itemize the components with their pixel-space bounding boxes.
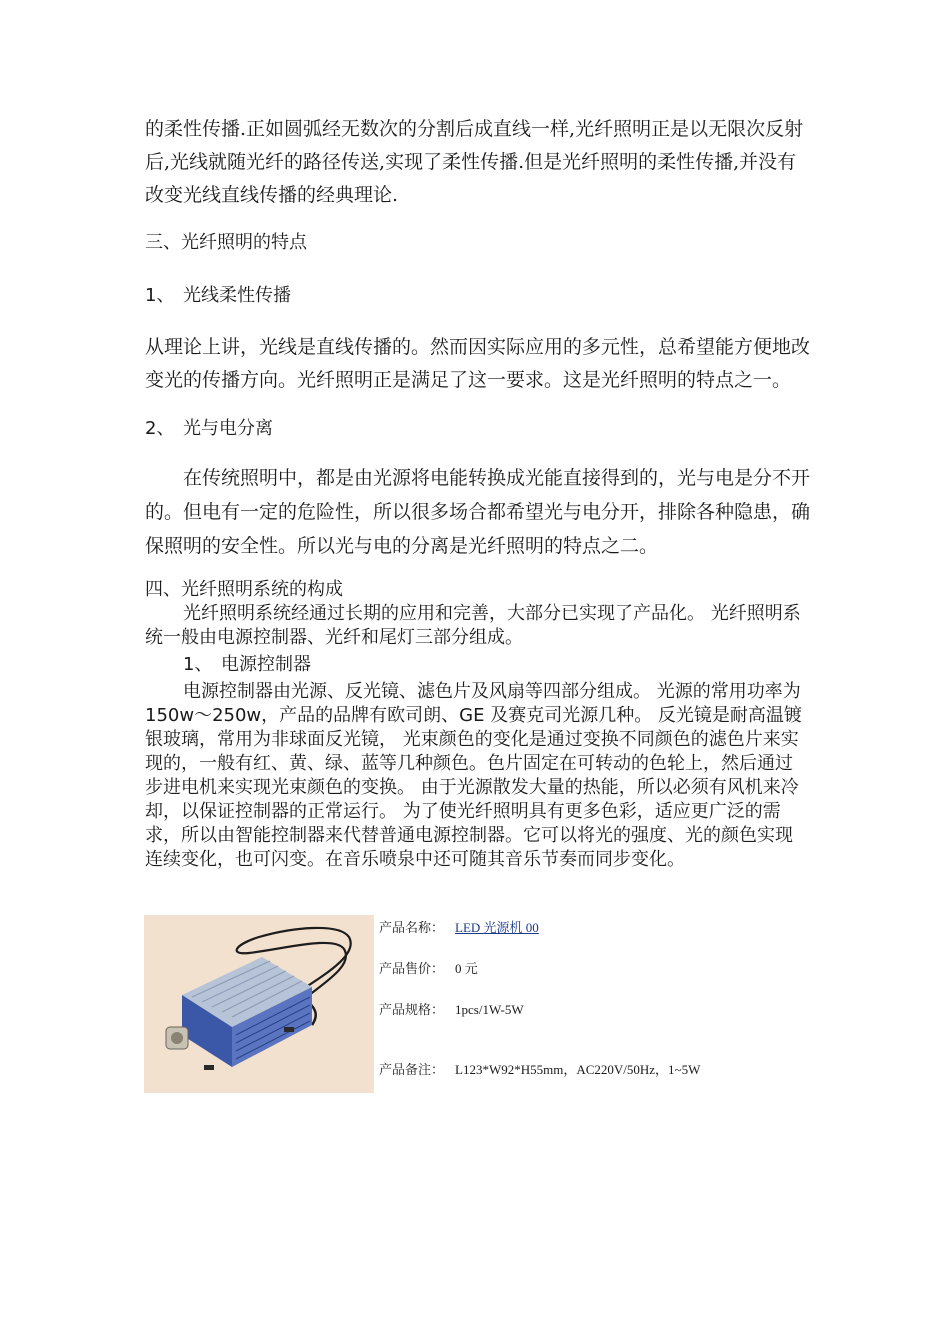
sub-1-text-a: 电源控制器由光源、反光镜、滤色片及风扇等四部分组成。 光源的常用功率为 (183, 681, 801, 702)
item-2-heading (145, 417, 273, 441)
product-note-value: L123*W92*H55mm，AC220V/50Hz，1~5W (455, 1062, 701, 1077)
power-range: 150w～250w (145, 705, 262, 726)
paragraph-intro: 的柔性传播.正如圆弧经无数次的分割后成直线一样,光纤照明正是以无限次反射后,光线就随光纤的路径传送,实现了柔性传播.但是光纤照明的柔性传播,并没有改变光线直线传播的经典理论. (145, 118, 804, 206)
product-spec-row (379, 1001, 524, 1019)
light-source-machine-illustration (144, 915, 374, 1093)
sub-1-paragraph (145, 680, 810, 872)
product-name-label: 产品名称： (379, 920, 445, 935)
item-1-title: 光线柔性传播 (183, 285, 291, 306)
product-note-label: 产品备注： (379, 1062, 445, 1077)
item-2-number: 2、 (145, 418, 175, 439)
sub-1-text-b: ，产品的品牌有欧司朗、 (261, 705, 460, 726)
product-image (144, 915, 374, 1093)
product-price-label: 产品售价： (379, 961, 445, 976)
section-4-heading: 四、光纤照明系统的构成 (145, 579, 343, 600)
item-1-paragraph: 从理论上讲，光线是直线传播的。然而因实际应用的多元性，总希望能方便地改变光的传播方向。光纤照明正是满足了这一要求。这是光纤照明的特点之一。 (145, 336, 811, 391)
product-note-row (379, 1061, 700, 1079)
sub-1-text-c: 及赛克司光源几种。 反光镜是耐高温镀银玻璃，常用为非球面反光镜， 光束颜色的变化是通过变换不同颜色的滤色片来实现的，一般有红、黄、绿、蓝等几种颜色。色片固定在可转动的色轮上，然后通过步进电机来实现光束颜色的变换。 由于光源散发大量的热能，所以必须有风机来冷却，以保证控制器的正常运行。 为了使光纤照明具有更多色彩，适应更广泛的需求，所以由智能控制器来代替普通电源控制器。它可以将光的强度、光的颜色实现连续变化，也可闪变。在音乐喷泉中还可随其音乐节奏而同步变化。 (145, 705, 802, 870)
item-2-title: 光与电分离 (183, 418, 273, 439)
product-name-row (379, 919, 539, 937)
product-price-row (379, 960, 478, 978)
item-1-number: 1、 (145, 285, 175, 306)
sub-1-number: 1、 (183, 654, 213, 675)
section-3-heading: 三、光纤照明的特点 (145, 232, 307, 253)
brand-ge: GE (459, 705, 485, 726)
section-4-intro: 光纤照明系统经通过长期的应用和完善，大部分已实现了产品化。 光纤照明系统一般由电源控制器、光纤和尾灯三部分组成。 (145, 603, 801, 648)
item-2-paragraph: 在传统照明中，都是由光源将电能转换成光能直接得到的，光与电是分不开的。但电有一定的危险性，所以很多场合都希望光与电分开，排除各种隐患，确保照明的安全性。所以光与电的分离是光纤照明的特点之二。 (145, 467, 811, 557)
product-name-link[interactable]: LED 光源机 00 (455, 920, 539, 935)
sub-1-heading (183, 653, 311, 677)
product-price-value: 0 元 (455, 961, 478, 976)
product-spec-label: 产品规格： (379, 1002, 445, 1017)
item-1-heading (145, 284, 291, 308)
product-spec-value: 1pcs/1W-5W (455, 1002, 524, 1017)
sub-1-title: 电源控制器 (221, 654, 311, 675)
